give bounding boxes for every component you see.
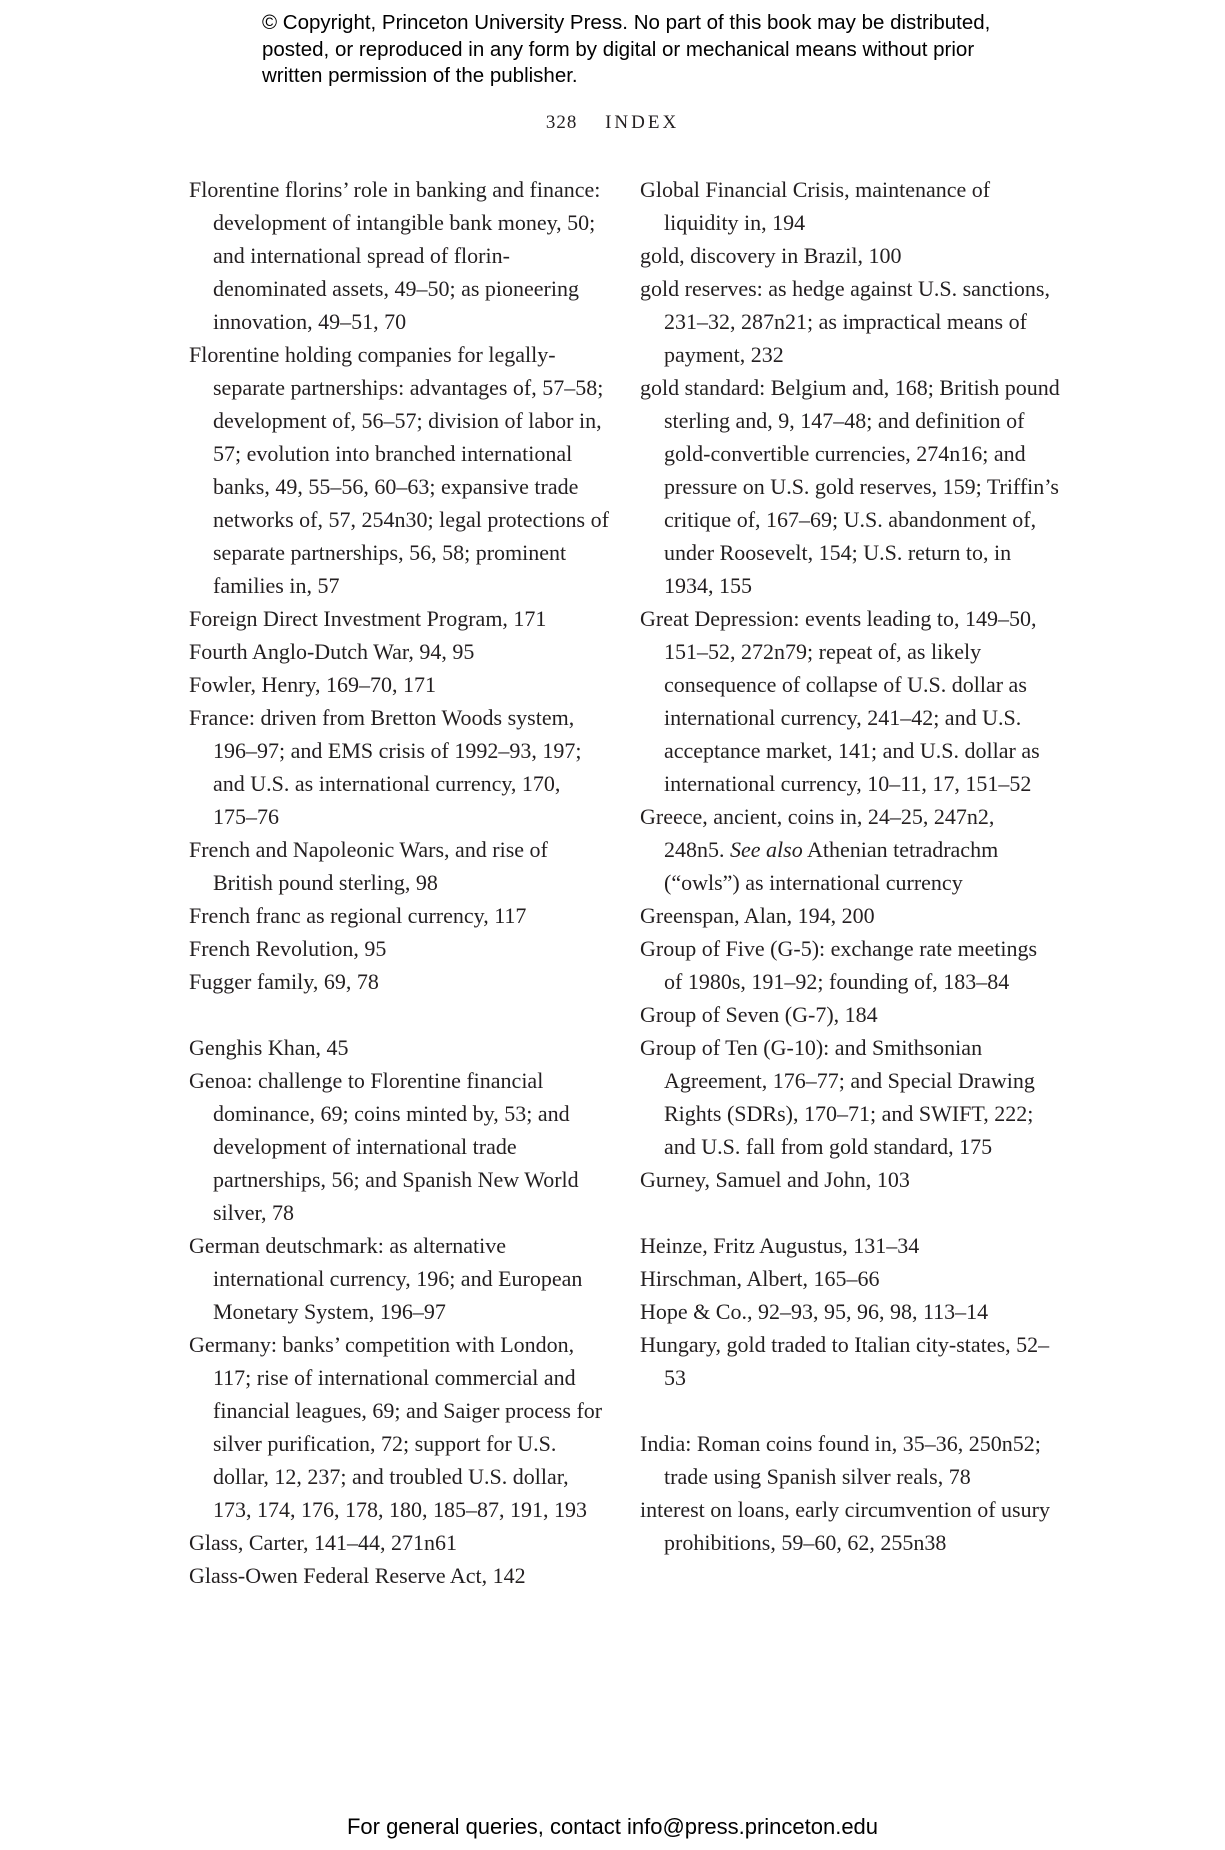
letter-section-gap bbox=[640, 1394, 1060, 1427]
entry-text: Athenian tetradrachm (“owls”) as international currency bbox=[664, 837, 999, 895]
index-entry: Foreign Direct Investment Program, 171 bbox=[189, 606, 547, 631]
page-number: 328 bbox=[545, 112, 578, 133]
index-entry: Hirschman, Albert, 165–66 bbox=[640, 1266, 880, 1291]
index-entry: Heinze, Fritz Augustus, 131–34 bbox=[640, 1233, 920, 1258]
index-entry: gold standard: Belgium and, 168; British pound sterling and, 9, 147–48; and definition of gold-convertible currencies, 274n16; and pressure on U.S. gold reserves, 159; Triffin’s critique of, 167–69; U.S. abandonment of, under Roosevelt, 154; U.S. return to, in 1934, 155 bbox=[640, 375, 1060, 598]
copyright-notice: © Copyright, Princeton University Press. No part of this book may be distributed, posted, or reproduced in any form by digital or mechanical means without prior written permission of the publisher. bbox=[262, 11, 991, 87]
index-entry: Global Financial Crisis, maintenance of liquidity in, 194 bbox=[640, 177, 991, 235]
letter-section-gap bbox=[189, 998, 609, 1031]
index-entry: Florentine holding companies for legally-separate partnerships: advantages of, 57–58; development of, 56–57; division of labor in, 57; evolution into branched international banks, 49, 55–56, 60–63; expansive trade networks of, 57, 254n30; legal protections of separate partnerships, 56, 58; prominent families in, 57 bbox=[189, 342, 609, 598]
index-entry: Florentine florins’ role in banking and finance: development of intangible bank money, 50; and international spread of florin-denominated assets, 49–50; as pioneering innovation, 49–51, 70 bbox=[189, 177, 601, 334]
index-entry: Fourth Anglo-Dutch War, 94, 95 bbox=[189, 639, 475, 664]
index-entry: Group of Five (G-5): exchange rate meetings of 1980s, 191–92; founding of, 183–84 bbox=[640, 936, 1038, 994]
see-also-reference: See also bbox=[730, 837, 803, 862]
section-title: INDEX bbox=[605, 112, 680, 133]
index-entry: French franc as regional currency, 117 bbox=[189, 903, 527, 928]
index-entry: Glass, Carter, 141–44, 271n61 bbox=[189, 1530, 457, 1555]
index-entry: Genghis Khan, 45 bbox=[189, 1035, 349, 1060]
index-entry: gold, discovery in Brazil, 100 bbox=[640, 243, 902, 268]
index-entry: Greenspan, Alan, 194, 200 bbox=[640, 903, 875, 928]
index-entry: Group of Seven (G-7), 184 bbox=[640, 1002, 878, 1027]
index-column-left bbox=[189, 173, 609, 1592]
index-entry: Gurney, Samuel and John, 103 bbox=[640, 1167, 910, 1192]
index-column-right bbox=[640, 173, 1060, 1559]
index-entry: French and Napoleonic Wars, and rise of British pound sterling, 98 bbox=[189, 837, 548, 895]
index-entry: Hungary, gold traded to Italian city-states, 52–53 bbox=[640, 1332, 1050, 1390]
entry-text: Greece, ancient, coins in, 24–25, 247n2, 248n5. bbox=[640, 804, 995, 862]
index-entry: French Revolution, 95 bbox=[189, 936, 387, 961]
index-entry-greece bbox=[640, 800, 1060, 899]
index-entry: Genoa: challenge to Florentine financial dominance, 69; coins minted by, 53; and development of international trade partnerships, 56; and Spanish New World silver, 78 bbox=[189, 1068, 579, 1225]
running-head bbox=[0, 112, 1225, 134]
footer-contact: For general queries, contact info@press.princeton.edu bbox=[346, 1814, 879, 1839]
index-entry: France: driven from Bretton Woods system, 196–97; and EMS crisis of 1992–93, 197; and U.S. as international currency, 170, 175–76 bbox=[189, 705, 582, 829]
index-entry: German deutschmark: as alternative international currency, 196; and European Monetary System, 196–97 bbox=[189, 1233, 583, 1324]
index-entry: interest on loans, early circumvention of usury prohibitions, 59–60, 62, 255n38 bbox=[640, 1497, 1050, 1555]
index-entry: Fowler, Henry, 169–70, 171 bbox=[189, 672, 436, 697]
index-entry: India: Roman coins found in, 35–36, 250n52; trade using Spanish silver reals, 78 bbox=[640, 1431, 1041, 1489]
index-entry: Germany: banks’ competition with London, 117; rise of international commercial and financial leagues, 69; and Saiger process for silver purification, 72; support for U.S. dollar, 12, 237; and troubled U.S. dollar, 173, 174, 176, 178, 180, 185–87, 191, 193 bbox=[189, 1332, 603, 1522]
index-entry: Fugger family, 69, 78 bbox=[189, 969, 379, 994]
index-entry: Glass-Owen Federal Reserve Act, 142 bbox=[189, 1563, 526, 1588]
index-entry: Great Depression: events leading to, 149–50, 151–52, 272n79; repeat of, as likely consequence of collapse of U.S. dollar as international currency, 241–42; and U.S. acceptance market, 141; and U.S. dollar as international currency, 10–11, 17, 151–52 bbox=[640, 606, 1040, 796]
letter-section-gap bbox=[640, 1196, 1060, 1229]
index-entry: Hope & Co., 92–93, 95, 96, 98, 113–14 bbox=[640, 1299, 989, 1324]
index-entry: gold reserves: as hedge against U.S. sanctions, 231–32, 287n21; as impractical means of payment, 232 bbox=[640, 276, 1050, 367]
index-entry: Group of Ten (G-10): and Smithsonian Agreement, 176–77; and Special Drawing Rights (SDRs), 170–71; and SWIFT, 222; and U.S. fall from gold standard, 175 bbox=[640, 1035, 1035, 1159]
